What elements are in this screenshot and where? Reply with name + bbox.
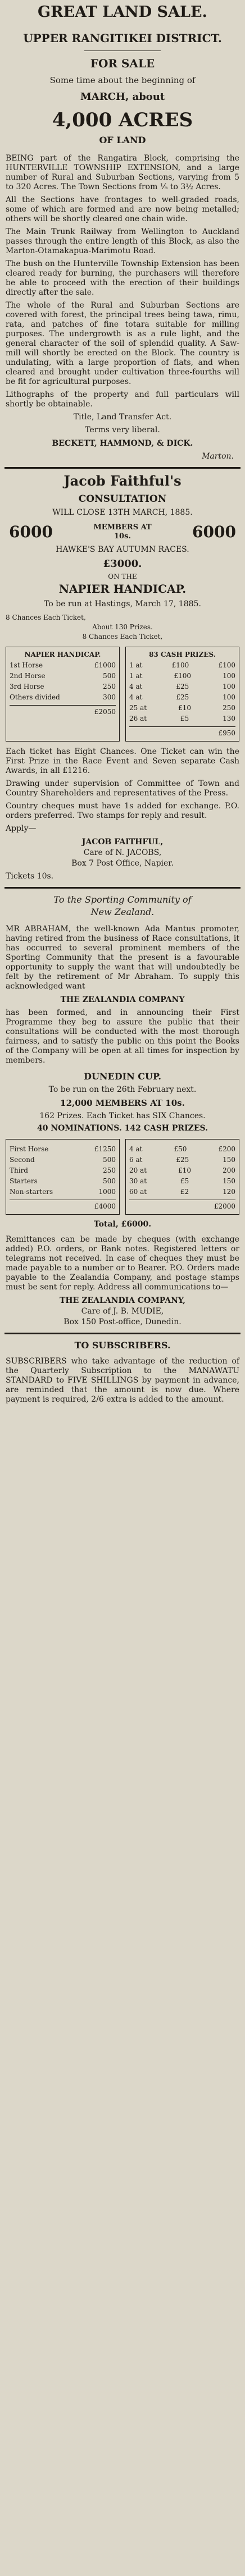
table-row — [129, 1166, 235, 1175]
row-total: £100 — [218, 661, 235, 669]
table-row — [129, 1156, 235, 1164]
event: NAPIER HANDICAP. — [58, 582, 187, 596]
heading: To the Sporting Community of — [53, 894, 192, 905]
box: Box 7 Post Office, Napier. — [71, 859, 174, 868]
row-total: 200 — [223, 1166, 235, 1174]
row-total: £200 — [218, 1145, 235, 1153]
table-row — [129, 1145, 235, 1154]
row-unit-value: £25 — [176, 683, 189, 690]
row-label: 2nd Horse — [10, 672, 46, 680]
headline: GREAT LAND SALE. — [38, 3, 207, 21]
left-rows — [10, 1145, 116, 1196]
paragraph: The bush on the Hunterville Township Extension has been cleared ready for burning, the purchasers will therefore be able to proceed with the erection of their buildings directly after the sale. — [6, 259, 239, 297]
of-land: OF LAND — [99, 135, 146, 145]
paragraph: has been formed, and in announcing their First Programme they beg to assure the public that their consultations will be conducted with the most thorough fairness, and to satisfy the public on this point the Books of the Company will be open at all times for inspection by members. — [6, 1008, 239, 1065]
member-number-left: 6000 — [9, 523, 53, 541]
row-unit-value: £2 — [180, 1188, 189, 1196]
row-unit-value: £100 — [174, 672, 192, 680]
row-count: 26 at — [129, 715, 147, 722]
paragraph: SUBSCRIBERS who take advantage of the reduction of the Quarterly Subscription to the MANAWATU STANDARD to FIVE SHILLINGS by payment in advance, are reminded that the amount is now due. Where payment is required, 2/6 extra is added to the amount. — [6, 1357, 239, 1404]
left-rows — [10, 661, 116, 702]
tickets-price: Tickets 10s. — [6, 872, 54, 881]
row-value: 500 — [103, 1156, 116, 1164]
row-total: 150 — [223, 1177, 235, 1185]
place: Marton. — [202, 452, 234, 461]
table-row — [10, 661, 116, 670]
races: HAWKE'S BAY AUTUMN RACES. — [56, 545, 189, 554]
left-total: £4000 — [10, 1200, 116, 1211]
agent-name: JACOB FAITHFUL, — [81, 838, 164, 847]
row-total: 150 — [223, 1156, 235, 1164]
row-total: 120 — [223, 1188, 235, 1196]
title-script: Jacob Faithful's — [63, 473, 182, 489]
row-value: 300 — [103, 693, 116, 701]
subscribers-ad — [0, 1334, 245, 1404]
members: 12,000 MEMBERS AT 10s. — [60, 1098, 185, 1108]
row-unit-value: £25 — [176, 1156, 189, 1164]
table-row — [10, 1156, 116, 1164]
district: UPPER RANGITIKEI DISTRICT. — [23, 31, 222, 45]
row-value: 500 — [103, 672, 116, 680]
terms-line: Terms very liberal. — [85, 425, 160, 434]
footer-box: Box 150 Post-office, Dunedin. — [63, 1317, 182, 1326]
agents: BECKETT, HAMMOND, & DICK. — [52, 439, 193, 448]
row-count: 4 at — [129, 693, 143, 701]
chances-line: 8 Chances Each Ticket, — [6, 614, 86, 621]
paragraph: BEING part of the Rangatira Block, comprising the HUNTERVILLE TOWNSHIP EXTENSION, and a large number of Rural and Suburban Sections, varying from 5 to 320 Acres. The Town Sections from ⅕ to 3½ Acres. — [6, 154, 239, 191]
for-sale: FOR SALE — [90, 57, 155, 70]
run-line: To be run at Hastings, March 17, 1885. — [44, 600, 201, 608]
land-sale-ad — [0, 0, 245, 461]
right-rows — [129, 1145, 235, 1196]
paragraph: MR ABRAHAM, the well-known Ada Mantus promoter, having retired from the business of Race consultations, it has occurred to several prominent members of the Sporting Community that the present is a favourable opportunity to supply the want that will undoubtedly be felt by the retirement of Mr Abraham. To supply this acknowledged want — [6, 925, 239, 991]
table-row — [10, 672, 116, 680]
left-table — [6, 647, 120, 742]
table-row — [10, 683, 116, 691]
row-count: 30 at — [129, 1177, 147, 1185]
row-unit-value: £5 — [180, 715, 189, 722]
row-value: 250 — [103, 1166, 116, 1174]
row-count: 25 at — [129, 704, 147, 712]
row-unit-value: £100 — [171, 661, 189, 669]
prizes: 162 Prizes. Each Ticket has SIX Chances. — [39, 1111, 206, 1120]
row-count: 1 at — [129, 672, 143, 680]
footer-company: THE ZEALANDIA COMPANY, — [60, 1296, 185, 1305]
members-at — [93, 523, 151, 541]
right-rows — [129, 661, 235, 723]
heading: TO SUBSCRIBERS. — [74, 1340, 171, 1351]
row-total: 250 — [223, 704, 235, 712]
paragraph: Each ticket has Eight Chances. One Ticket can win the First Prize in the Race Event and Seven separate Cash Awards, in all £1216. — [6, 747, 239, 775]
row-value: 1000 — [98, 1188, 116, 1196]
apply: Apply— — [6, 824, 37, 833]
members-line — [6, 523, 239, 541]
right-table — [125, 1139, 239, 1215]
prize: £3000. — [103, 558, 142, 570]
zealandia-company-ad — [0, 889, 245, 1327]
row-label: 3rd Horse — [10, 683, 44, 690]
row-total: 100 — [223, 672, 235, 680]
nominations: 40 NOMINATIONS. 142 CASH PRIZES. — [37, 1124, 208, 1133]
prize-table — [6, 1139, 239, 1215]
run-line: To be run on the 26th February next. — [48, 1085, 197, 1094]
acres: 4,000 ACRES — [52, 109, 193, 131]
row-total: 100 — [223, 683, 235, 690]
cup: DUNEDIN CUP. — [84, 1071, 161, 1082]
jacob-faithful-ad — [0, 469, 245, 881]
table-row — [10, 1188, 116, 1196]
table-row — [129, 704, 235, 712]
row-value: £1000 — [94, 661, 116, 669]
paragraph: Lithographs of the property and full particulars will shortly be obtainable. — [6, 390, 239, 409]
row-value: 500 — [103, 1177, 116, 1185]
consultation: CONSULTATION — [78, 493, 167, 505]
paragraph: Drawing under supervision of Committee of Town and Country Shareholders and representatives of the Press. — [6, 779, 239, 798]
grand-total: Total, £6000. — [93, 1220, 152, 1229]
care-of: Care of N. JACOBS, — [83, 848, 162, 857]
table-row — [129, 693, 235, 702]
row-count: 60 at — [129, 1188, 147, 1196]
row-label: Second — [10, 1156, 35, 1164]
member-number-right: 6000 — [192, 523, 236, 541]
table-row — [129, 672, 235, 680]
right-total: £2000 — [129, 1200, 235, 1211]
row-label: Others divided — [10, 693, 60, 701]
row-total: 100 — [223, 693, 235, 701]
table-row — [129, 683, 235, 691]
title-line: Title, Land Transfer Act. — [73, 413, 172, 422]
row-unit-value: £10 — [178, 704, 192, 712]
company-name: THE ZEALANDIA COMPANY — [60, 995, 185, 1004]
right-table — [125, 647, 239, 742]
row-label: First Horse — [10, 1145, 49, 1153]
left-table — [6, 1139, 120, 1215]
on-the: ON THE — [108, 573, 137, 580]
row-label: Non-starters — [10, 1188, 53, 1196]
prize-table — [6, 647, 239, 742]
row-label: Starters — [10, 1177, 38, 1185]
sometime: Some time about the beginning of — [49, 75, 196, 85]
row-count: 4 at — [129, 1145, 143, 1153]
row-value: 250 — [103, 683, 116, 690]
table-row — [10, 693, 116, 702]
paragraph: The whole of the Rural and Suburban Sections are covered with forest, the principal trees being tawa, rimu, rata, and patches of fine totara suitable for milling purposes. The undergrowth is as a rule light, and the general character of the soil of splendid quality. A Saw-mill will shortly be erected on the Block. The country is undulating, with a large proportion of flats, and when cleared and brought under cultivation three-fourths will be fit for agricultural purposes. — [6, 301, 239, 386]
members-at-label: MEMBERS AT — [93, 523, 152, 532]
table-row — [129, 1177, 235, 1186]
footer-care: Care of J. B. MUDIE, — [81, 1307, 164, 1316]
row-unit-value: £25 — [176, 693, 189, 701]
row-count: 6 at — [129, 1156, 143, 1164]
paragraph: The Main Trunk Railway from Wellington to Auckland passes through the entire length of this Block, as also the Marton-Otamakapua-Marimotu Road. — [6, 227, 239, 255]
table-row — [129, 661, 235, 670]
row-count: 20 at — [129, 1166, 147, 1174]
table-row — [10, 1145, 116, 1154]
table-row — [10, 1166, 116, 1175]
row-count: 1 at — [129, 661, 143, 669]
paragraph: Country cheques must have 1s added for exchange. P.O. orders preferred. Two stamps for reply and result. — [6, 802, 239, 820]
row-value: £1250 — [94, 1145, 116, 1153]
row-label: 1st Horse — [10, 661, 43, 669]
row-unit-value: £5 — [180, 1177, 189, 1185]
left-total: £2050 — [10, 705, 116, 716]
table-row — [129, 715, 235, 723]
month: MARCH, about — [80, 91, 165, 103]
chances-line2: 8 Chances Each Ticket, — [82, 633, 163, 640]
row-label: Third — [10, 1166, 28, 1174]
paragraph: All the Sections have frontages to well-graded roads, some of which are formed and are now being metalled; others will be shortly cleared one chain wide. — [6, 195, 239, 223]
ticket-price: 10s. — [114, 532, 131, 541]
row-unit-value: £10 — [178, 1166, 192, 1174]
row-total: 130 — [223, 715, 235, 722]
paragraph: Remittances can be made by cheques (with exchange added) P.O. orders, or Bank notes. Registered letters or telegrams not received. In case of cheques they must be made payable to a number or to Bearer. P.O. Orders made payable to the Zealandia Company, and postage stamps must be sent for reply. Address all communications to— — [6, 1235, 239, 1292]
left-table-head: NAPIER HANDICAP. — [24, 651, 101, 658]
table-row — [129, 1188, 235, 1196]
closes: WILL CLOSE 13TH MARCH, 1885. — [52, 508, 193, 517]
row-unit-value: £50 — [174, 1145, 187, 1153]
right-total: £950 — [129, 726, 235, 738]
heading: New Zealand. — [90, 907, 155, 917]
about-prizes: About 130 Prizes. — [92, 623, 153, 631]
row-count: 4 at — [129, 683, 143, 690]
table-row — [10, 1177, 116, 1186]
right-table-head: 83 CASH PRIZES. — [149, 651, 216, 658]
